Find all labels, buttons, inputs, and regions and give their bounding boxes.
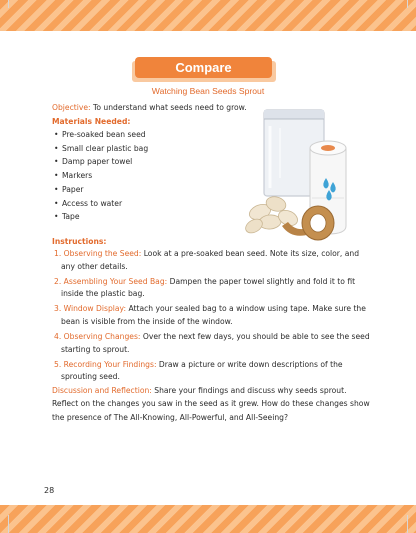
step-number: 1. (54, 249, 62, 258)
instructions-list (54, 248, 370, 386)
step-label: Recording Your Findings: (63, 359, 157, 369)
list-item (54, 331, 370, 356)
step-text: Dampen the paper towel slightly and fold it to fit inside the plastic bag. (61, 276, 356, 299)
objective-label: Objective: (52, 103, 91, 112)
crop-mark (407, 515, 408, 533)
title-badge (132, 57, 276, 82)
step-number: 3. (54, 304, 62, 314)
materials-list (54, 128, 148, 224)
step-number: 2. (54, 276, 62, 286)
step-label: Window Display: (63, 304, 127, 314)
activity-subtitle: Watching Bean Seeds Sprout (151, 86, 265, 96)
footer-stripe-band (0, 505, 416, 533)
instructions-heading: Instructions: (52, 237, 107, 246)
page-title: Compare (135, 57, 272, 78)
materials-illustration (240, 108, 375, 243)
step-number: 5. (54, 359, 62, 369)
discussion-label: Discussion and Reflection: (52, 386, 152, 395)
step-text: Attach your sealed bag to a window using tape. Make sure the bean is visible from the inside of the window. (61, 304, 366, 326)
list-item: • Access to water (54, 197, 148, 211)
crop-mark (8, 515, 9, 533)
step-label: Observing Changes: (63, 332, 141, 342)
crop-mark (407, 0, 408, 8)
discussion-paragraph (52, 384, 370, 424)
header-stripe-band (0, 0, 416, 31)
step-text: Look at a pre-soaked bean seed. Note its size, color, and any other details. (61, 249, 360, 271)
step-number: 4. (54, 332, 62, 342)
list-item: • Tape (54, 210, 148, 224)
materials-heading: Materials Needed: (52, 117, 131, 126)
list-item (54, 276, 370, 301)
list-item (54, 303, 370, 328)
list-item: • Markers (54, 169, 148, 183)
crop-mark (8, 0, 9, 8)
step-label: Observing the Seed: (63, 249, 142, 258)
objective-text: To understand what seeds need to grow. (90, 103, 247, 112)
list-item: • Paper (54, 183, 148, 197)
step-text: Draw a picture or write down descriptions of the sprouting seed. (61, 359, 343, 382)
step-label: Assembling Your Seed Bag: (63, 276, 168, 286)
list-item: • Pre-soaked bean seed (54, 128, 148, 142)
list-item (54, 359, 370, 384)
list-item (54, 248, 370, 273)
discussion-text: Share your findings and discuss why seeds sprout. Reflect on the changes you saw in the seed as it grew. How do these changes show the presence of The All-Knowing, All-Powerful, and All-Seeing? (52, 386, 370, 422)
list-item: • Damp paper towel (54, 155, 148, 169)
step-text: Over the next few days, you should be able to see the seed starting to sprout. (61, 332, 370, 354)
list-item: • Small clear plastic bag (54, 142, 148, 156)
page-number: 28 (44, 486, 55, 495)
